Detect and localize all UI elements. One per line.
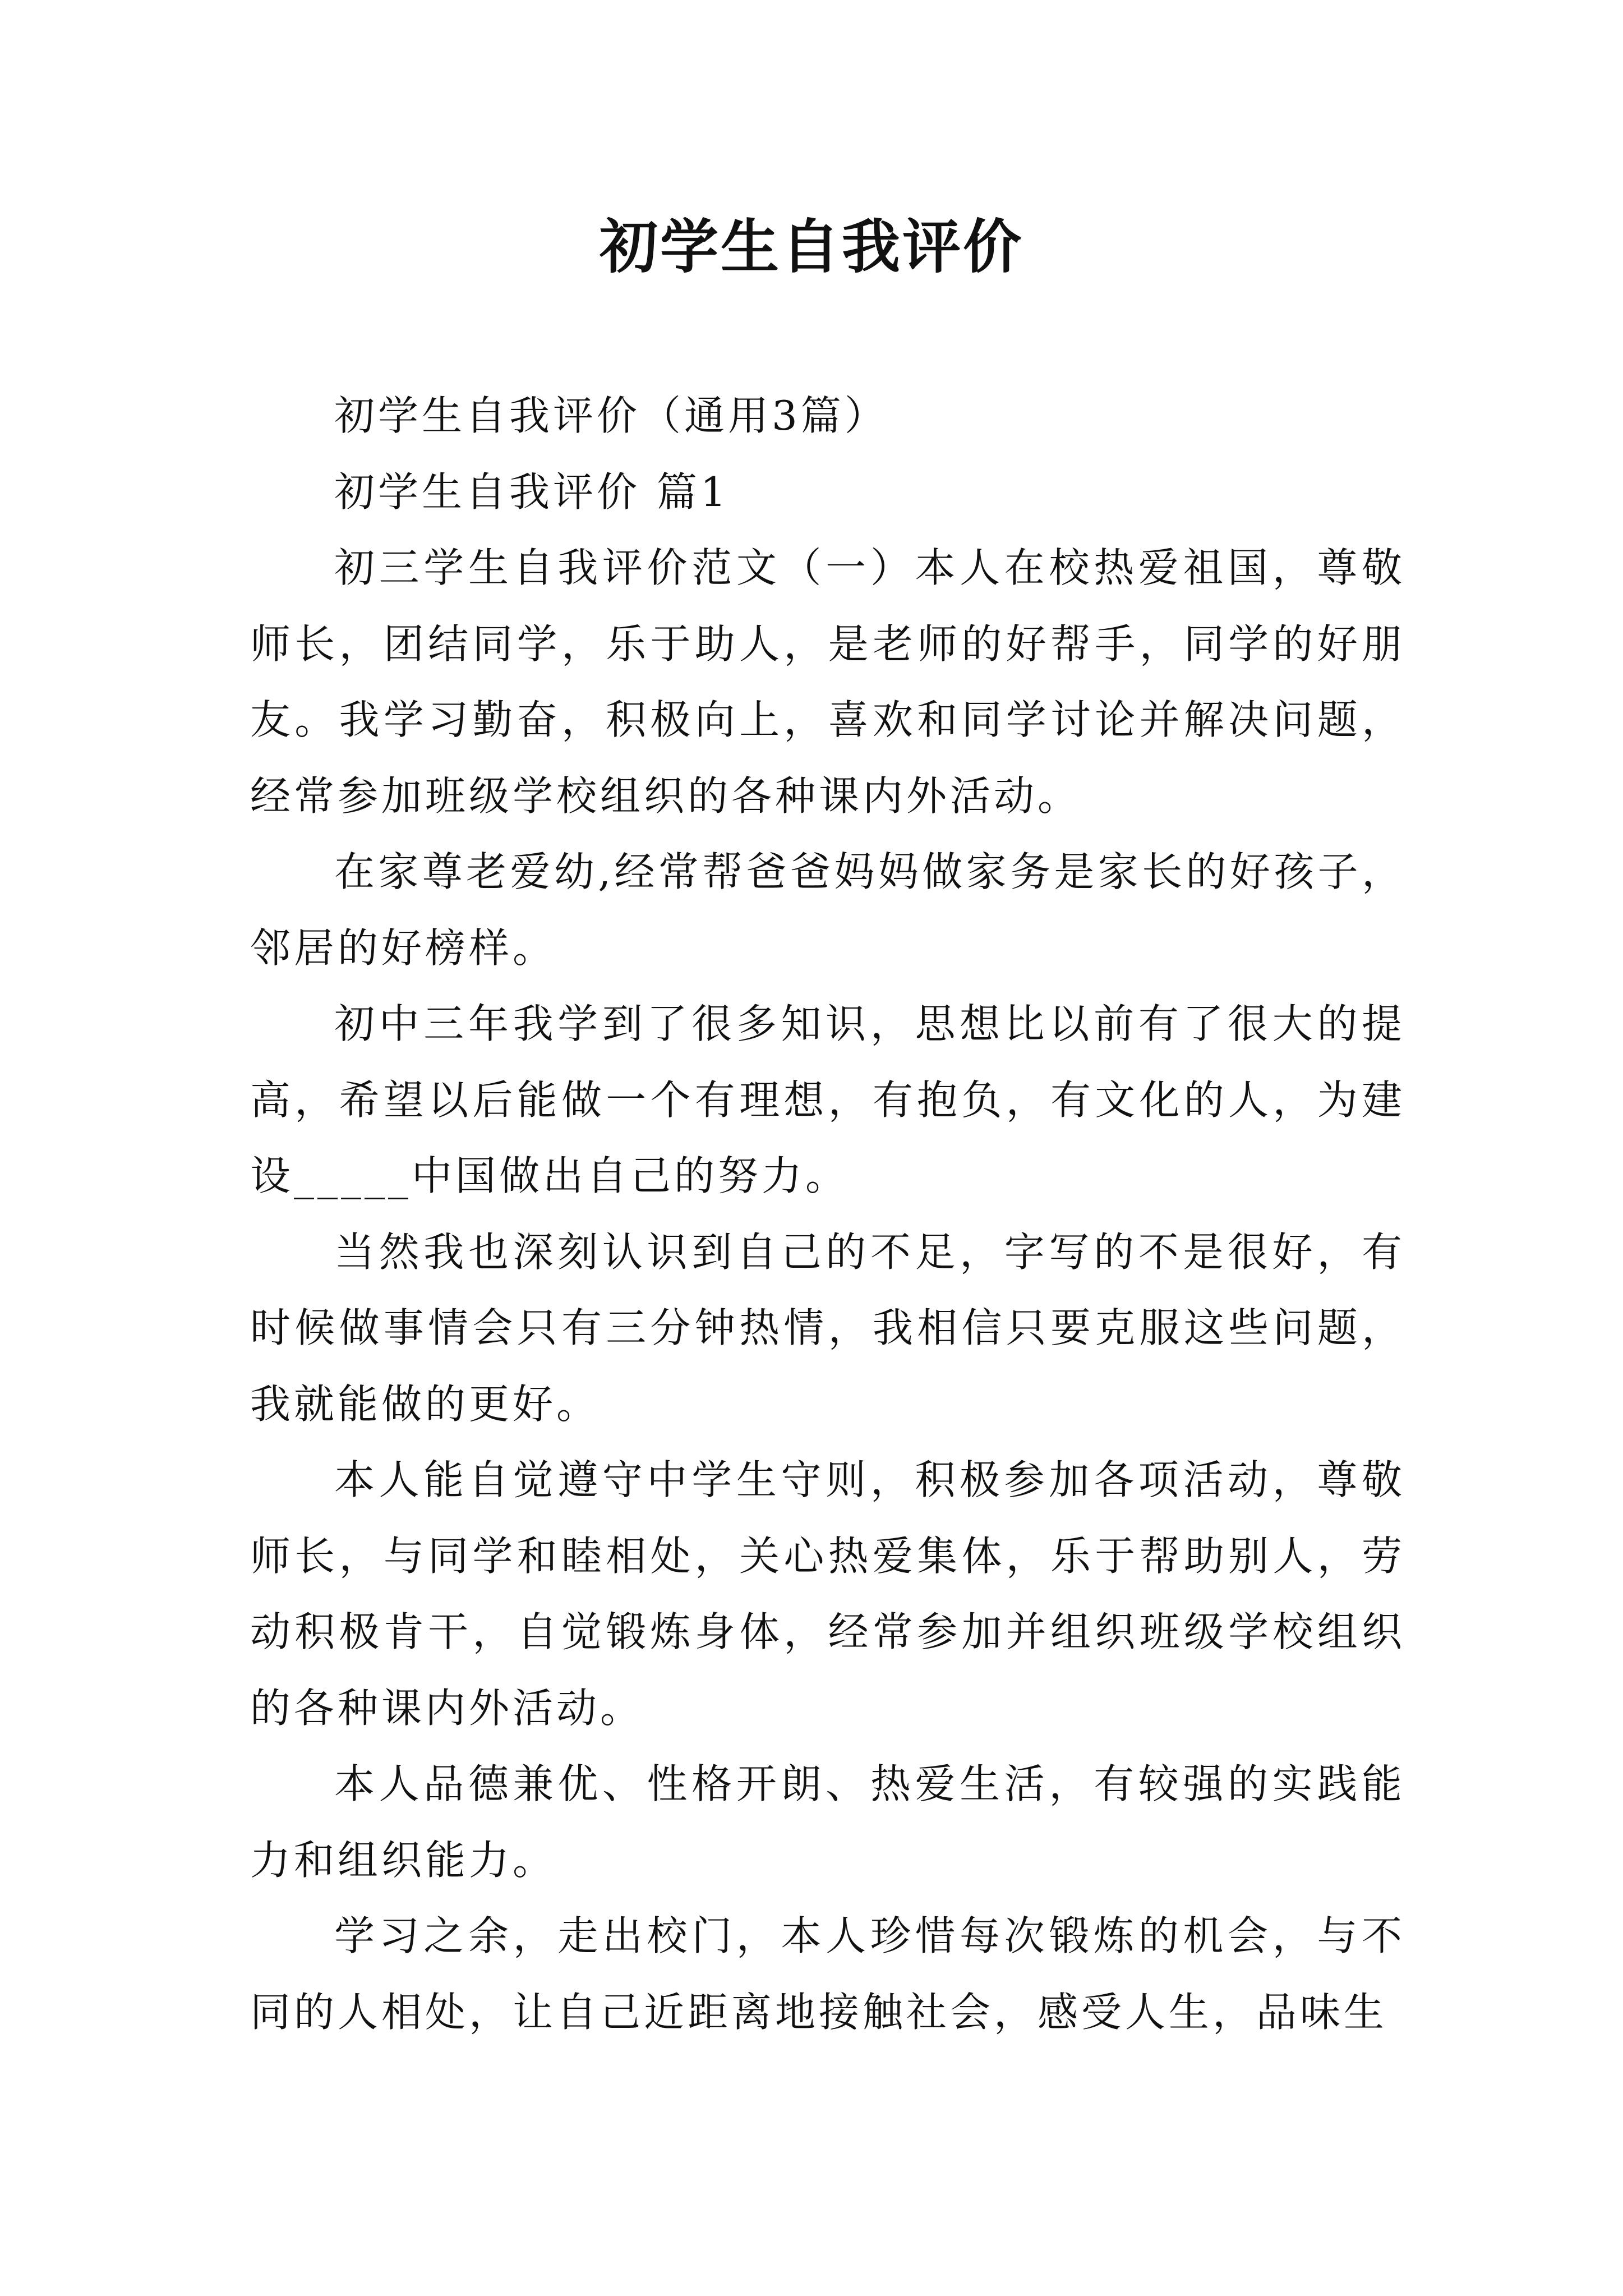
paragraph: 学习之余，走出校门，本人珍惜每次锻炼的机会，与不同的人相处，让自己近距离地接触社会，感受人生，品味生 (250, 1912, 1405, 2036)
document-title: 初学生自我评价 (599, 212, 1023, 281)
paragraph-section-heading: 初学生自我评价 篇1 (334, 468, 730, 516)
paragraph-subtitle: 初学生自我评价（通用3篇） (334, 392, 888, 439)
paragraph: 初中三年我学到了很多知识，思想比以前有了很大的提高，希望以后能做一个有理想，有抱负，有文化的人，为建设_____中国做出自己的努力。 (250, 1000, 1405, 1199)
paragraph: 在家尊老爱幼,经常帮爸爸妈妈做家务是家长的好孩子，邻居的好榜样。 (250, 848, 1405, 972)
paragraph: 本人能自觉遵守中学生守则，积极参加各项活动，尊敬师长，与同学和睦相处，关心热爱集体，乐于帮助别人，劳动积极肯干，自觉锻炼身体，经常参加并组织班级学校组织的各种课内外活动。 (250, 1456, 1405, 1732)
document-body (250, 378, 1405, 2050)
paragraph: 当然我也深刻认识到自己的不足，字写的不是很好，有时候做事情会只有三分钟热情，我相信只要克服这些问题，我就能做的更好。 (250, 1228, 1405, 1428)
paragraph: 本人品德兼优、性格开朗、热爱生活，有较强的实践能力和组织能力。 (250, 1760, 1405, 1884)
paragraph: 初三学生自我评价范文（一）本人在校热爱祖国，尊敬师长，团结同学，乐于助人，是老师的好帮手，同学的好朋友。我学习勤奋，积极向上，喜欢和同学讨论并解决问题，经常参加班级学校组织的各种课内外活动。 (250, 544, 1405, 820)
